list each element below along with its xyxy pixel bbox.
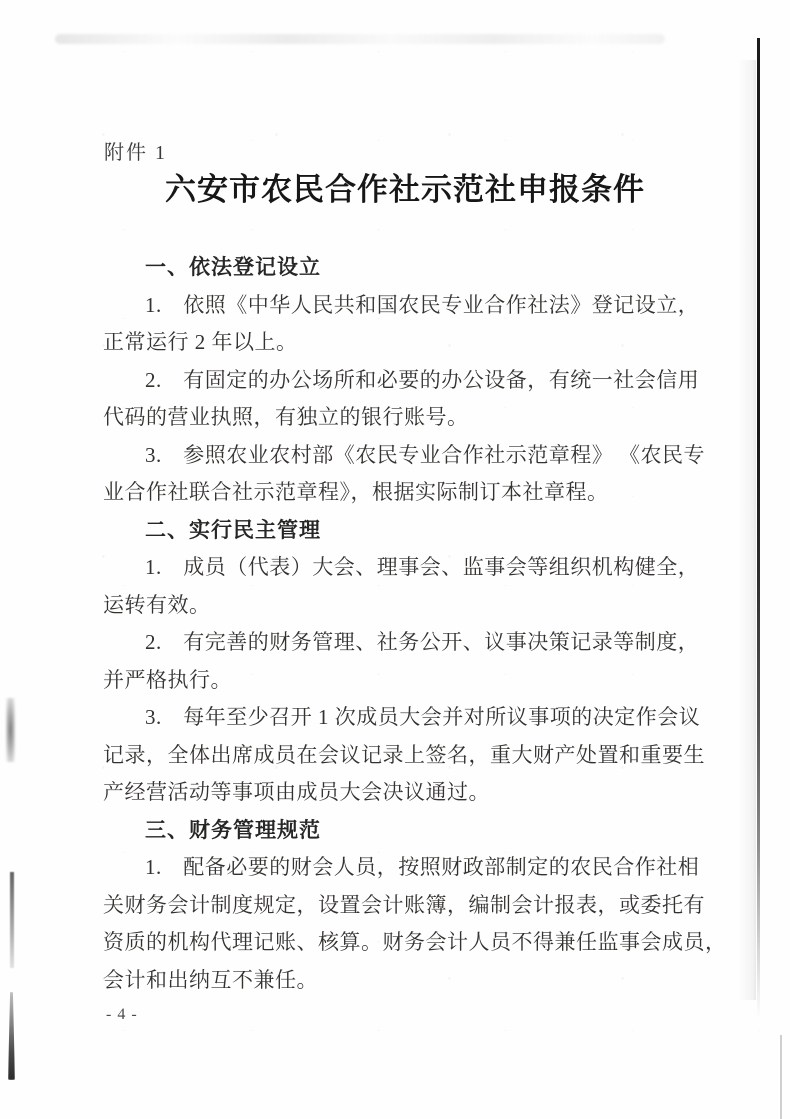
scan-fold-line-right [757, 38, 760, 1018]
section-heading: 一、依法登记设立 [145, 255, 321, 279]
body-line: 代码的营业执照，有独立的银行账号。 [103, 405, 469, 429]
scan-paper-edge-right [780, 1035, 782, 1119]
attachment-label: 附件 1 [104, 142, 167, 164]
body-line: 关财务会计制度规定，设置会计账簿，编制会计报表，或委托有 [103, 892, 705, 917]
body-line: 正常运行 2 年以上。 [103, 330, 298, 354]
body-line: 1. 成员（代表）大会、理事会、监事会等组织机构健全， [145, 555, 700, 579]
scan-smudge-top [55, 34, 665, 44]
body-line: 3. 参照农业农村部《农民专业合作社示范章程》 《农民专 [145, 442, 705, 467]
body-line: 会计和出纳互不兼任。 [103, 967, 318, 992]
body-line: 资质的机构代理记账、核算。财务会计人员不得兼任监事会成员， [103, 930, 727, 954]
body-line: 2. 有固定的办公场所和必要的办公设备，有统一社会信用 [145, 367, 700, 392]
page-number: - 4 - [106, 1006, 138, 1023]
section-heading: 二、实行民主管理 [145, 517, 321, 542]
body-line: 记录，全体出席成员在会议记录上签名，重大财产处置和重要生 [103, 742, 705, 767]
document-body [103, 249, 743, 999]
scan-smudge-left-upper [6, 698, 15, 762]
body-line: 1. 依照《中华人民共和国农民专业合作社法》登记设立， [145, 292, 700, 317]
section-heading: 三、财务管理规范 [145, 817, 321, 842]
body-line: 并严格执行。 [103, 667, 232, 692]
body-line: 业合作社联合社示范章程》，根据实际制订本社章程。 [103, 480, 609, 504]
document-title: 六安市农民合作社示范社申报条件 [165, 172, 645, 207]
scan-smudge-left-lower [8, 992, 15, 1080]
body-line: 3. 每年至少召开 1 次成员大会并对所议事项的决定作会议 [145, 705, 701, 729]
body-line: 1. 配备必要的财会人员，按照财政部制定的农民合作社相 [145, 855, 700, 879]
scan-smudge-left-middle [10, 872, 14, 968]
body-line: 2. 有完善的财务管理、社务公开、议事决策记录等制度， [145, 630, 700, 654]
body-line: 运转有效。 [103, 592, 211, 617]
body-line: 产经营活动等事项由成员大会决议通过。 [103, 780, 490, 804]
